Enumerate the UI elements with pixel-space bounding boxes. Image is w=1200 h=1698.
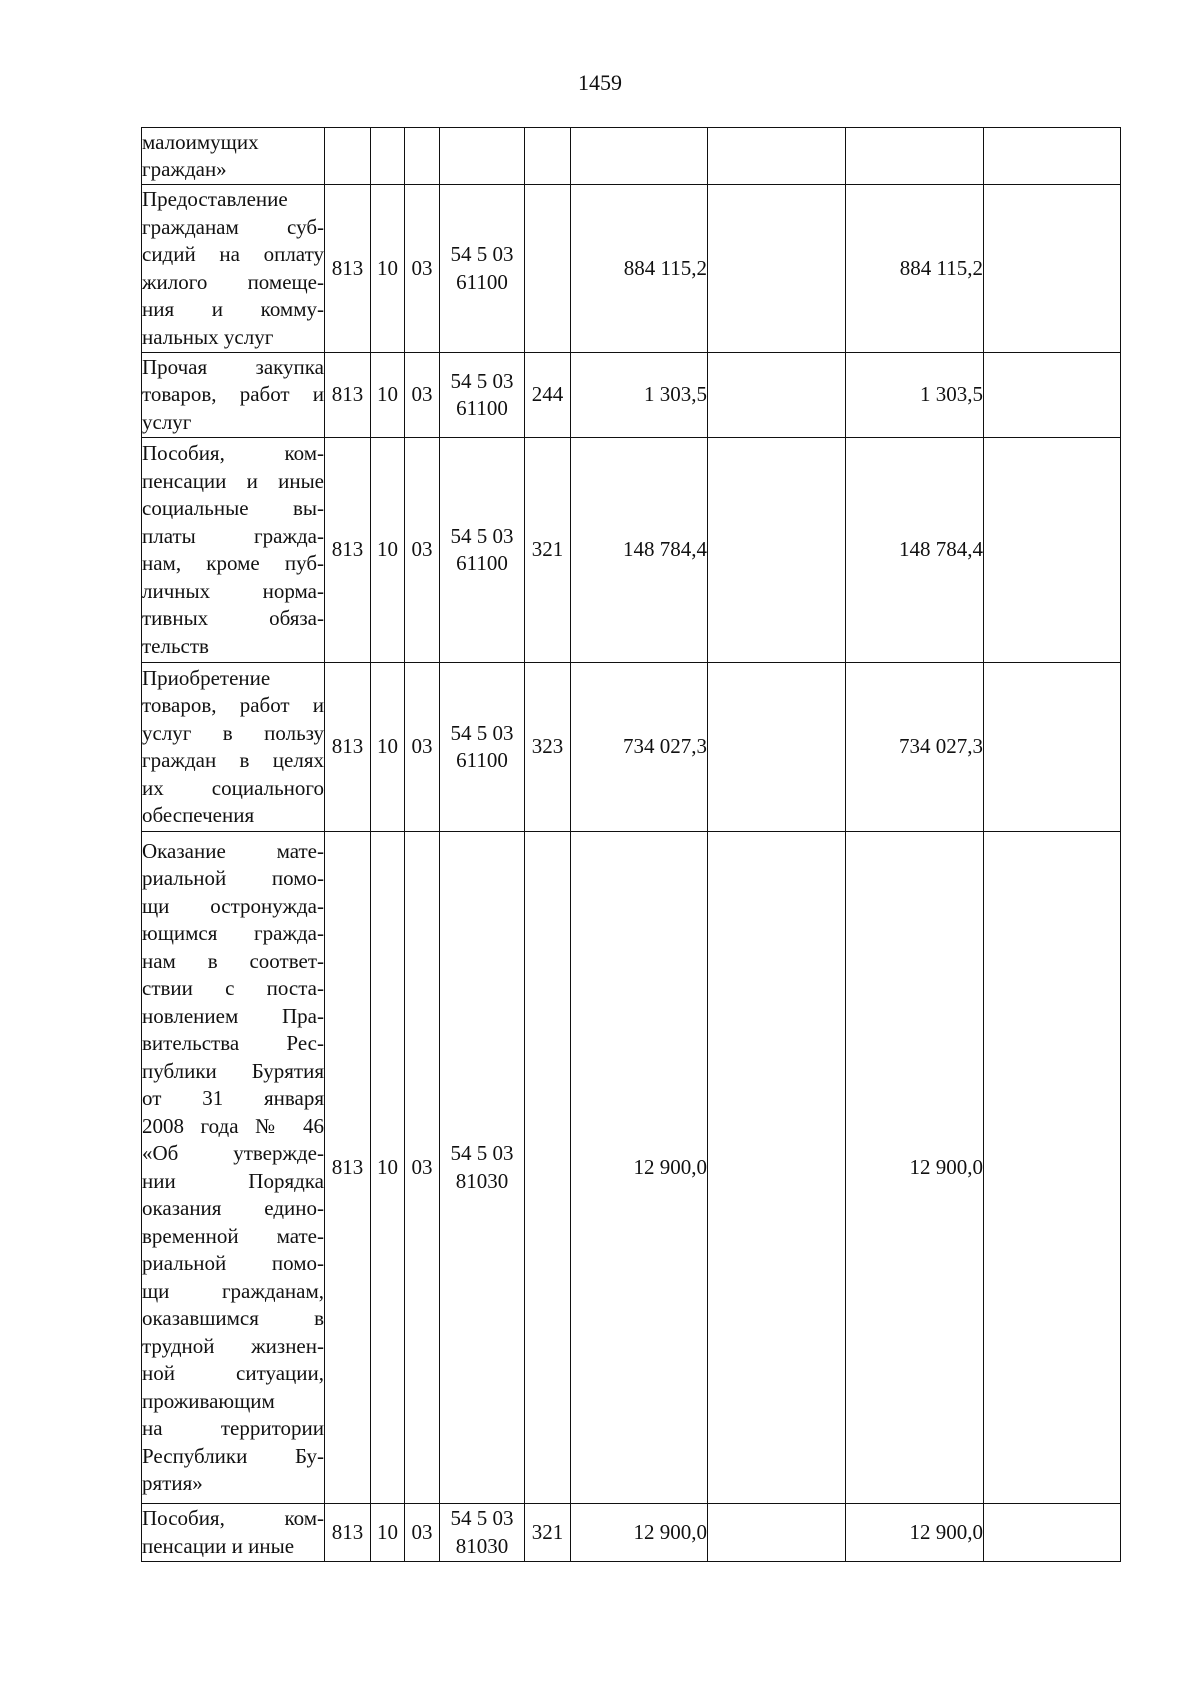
- table-row: [142, 185, 1121, 353]
- expense-name-line: ния и комму-: [142, 297, 324, 321]
- expense-name-cell: [142, 185, 325, 353]
- amount-cell: [708, 353, 846, 438]
- ministry-code-cell: 813: [325, 185, 371, 353]
- target-article-cell: [440, 1504, 525, 1562]
- target-article-line: 61100: [456, 269, 508, 294]
- expense-name-line: услуг в пользу: [142, 720, 324, 745]
- target-article-line: 54 5 03: [450, 368, 514, 393]
- subsection-code-cell: 03: [405, 1504, 440, 1562]
- target-article-cell: [440, 185, 525, 353]
- table-row: [142, 128, 1121, 185]
- amount-cell: 12 900,0: [571, 832, 708, 1504]
- target-article-line: 54 5 03: [450, 720, 514, 745]
- amount-cell: 148 784,4: [846, 438, 984, 663]
- amount-cell: [708, 128, 846, 185]
- expense-name-line: оказания едино-: [142, 1196, 324, 1220]
- expense-name-line: нальных услуг: [142, 324, 274, 349]
- expense-name-line: социальные вы-: [142, 496, 324, 520]
- subsection-code-cell: 03: [405, 353, 440, 438]
- amount-cell: [708, 1504, 846, 1562]
- ministry-code-cell: 813: [325, 832, 371, 1504]
- expense-name-line: товаров, работ и: [142, 693, 324, 717]
- expense-name-line: Оказание мате-: [142, 838, 324, 863]
- expense-name-cell: [142, 438, 325, 663]
- expense-name-line: ной ситуации,: [142, 1361, 324, 1385]
- target-article-line: 61100: [456, 396, 508, 420]
- expense-name-line: новлением Пра-: [142, 1003, 324, 1028]
- expense-name-line: оказавшимся в: [142, 1306, 324, 1330]
- expense-type-cell: 323: [525, 663, 571, 832]
- section-code-cell: 10: [371, 185, 405, 353]
- expense-name-line: Приобретение: [142, 665, 271, 690]
- expense-name-line: пенсации и иные: [142, 468, 324, 493]
- target-article-line: 81030: [455, 1533, 509, 1558]
- expense-name-line: граждан»: [142, 157, 227, 181]
- expense-name-line: жилого помеще-: [142, 269, 324, 294]
- expense-name-line: щи остронужда-: [142, 893, 324, 918]
- section-code-cell: 10: [371, 438, 405, 663]
- amount-cell: [984, 353, 1121, 438]
- table-row: [142, 1504, 1121, 1562]
- amount-cell: [708, 663, 846, 832]
- amount-cell: 734 027,3: [846, 663, 984, 832]
- ministry-code-cell: 813: [325, 353, 371, 438]
- subsection-code-cell: 03: [405, 663, 440, 832]
- expense-name-line: риальной помо-: [142, 1251, 324, 1275]
- target-article-line: 61100: [456, 551, 508, 575]
- amount-cell: [984, 128, 1121, 185]
- section-code-cell: 10: [371, 832, 405, 1504]
- expense-name-line: риальной помо-: [142, 866, 324, 890]
- expense-name-line: 2008 года № 46: [142, 1113, 324, 1138]
- section-code-cell: 10: [371, 1504, 405, 1562]
- expense-name-line: их социального: [142, 775, 324, 800]
- amount-cell: [708, 832, 846, 1504]
- target-article-line: 54 5 03: [450, 523, 514, 548]
- expense-name-line: Республики Бу-: [142, 1443, 324, 1468]
- expense-name-line: от 31 января: [142, 1086, 324, 1110]
- expense-name-line: временной мате-: [142, 1223, 324, 1248]
- expense-name-line: услуг: [142, 409, 192, 434]
- subsection-code-cell: 03: [405, 438, 440, 663]
- target-article-line: 54 5 03: [450, 1506, 514, 1530]
- amount-cell: 884 115,2: [571, 185, 708, 353]
- expense-name-line: на территории: [142, 1416, 324, 1440]
- table-row: [142, 353, 1121, 438]
- subsection-code-cell: 03: [405, 832, 440, 1504]
- expense-name-line: тельств: [142, 633, 209, 658]
- page-number: 1459: [578, 70, 622, 95]
- target-article-cell: [440, 832, 525, 1504]
- expense-name-cell: [142, 1504, 325, 1562]
- amount-cell: [846, 128, 984, 185]
- amount-cell: 12 900,0: [846, 1504, 984, 1562]
- expense-type-cell: [525, 185, 571, 353]
- expense-name-line: Пособия, ком-: [142, 1506, 324, 1530]
- amount-cell: 1 303,5: [571, 353, 708, 438]
- table-row: [142, 438, 1121, 663]
- amount-cell: [984, 663, 1121, 832]
- amount-cell: 148 784,4: [571, 438, 708, 663]
- ministry-code-cell: 813: [325, 438, 371, 663]
- target-article-line: 54 5 03: [450, 242, 514, 266]
- expense-name-line: нам, кроме пуб-: [142, 551, 324, 575]
- expense-name-line: Пособия, ком-: [142, 441, 324, 465]
- section-code-cell: [371, 128, 405, 185]
- expense-name-line: малоимущих: [142, 129, 259, 154]
- expense-name-line: личных норма-: [142, 578, 324, 603]
- expense-type-cell: [525, 128, 571, 185]
- section-code-cell: 10: [371, 663, 405, 832]
- target-article-line: 61100: [456, 748, 508, 772]
- expense-name-line: рятия»: [142, 1471, 203, 1495]
- amount-cell: 12 900,0: [571, 1504, 708, 1562]
- expense-name-line: Прочая закупка: [142, 354, 324, 379]
- expense-type-cell: 321: [525, 438, 571, 663]
- amount-cell: 1 303,5: [846, 353, 984, 438]
- expense-name-line: Предоставление: [142, 187, 288, 211]
- expense-type-cell: 321: [525, 1504, 571, 1562]
- expense-name-line: обеспечения: [142, 803, 255, 827]
- amount-cell: [708, 438, 846, 663]
- expense-name-line: щи гражданам,: [142, 1278, 324, 1303]
- expense-name-cell: [142, 663, 325, 832]
- amount-cell: 734 027,3: [571, 663, 708, 832]
- target-article-line: 54 5 03: [450, 1141, 514, 1165]
- amount-cell: [984, 185, 1121, 353]
- expense-name-line: пенсации и иные: [142, 1533, 295, 1558]
- expense-name-line: нам в соответ-: [142, 948, 324, 973]
- target-article-cell: [440, 128, 525, 185]
- expense-name-line: вительства Рес-: [142, 1031, 324, 1055]
- expense-name-line: гражданам суб-: [142, 214, 324, 239]
- expense-name-line: трудной жизнен-: [142, 1333, 324, 1358]
- amount-cell: 12 900,0: [846, 832, 984, 1504]
- expense-name-line: граждан в целях: [142, 748, 324, 772]
- expense-name-cell: [142, 128, 325, 185]
- expense-name-line: публики Бурятия: [142, 1058, 324, 1083]
- amount-cell: [708, 185, 846, 353]
- expense-name-line: сидий на оплату: [142, 242, 324, 266]
- expense-name-line: нии Порядка: [142, 1168, 324, 1193]
- amount-cell: [984, 1504, 1121, 1562]
- amount-cell: [984, 438, 1121, 663]
- table-row: [142, 663, 1121, 832]
- expense-name-line: ющимся гражда-: [142, 921, 324, 945]
- expense-type-cell: [525, 832, 571, 1504]
- expense-name-cell: [142, 353, 325, 438]
- expense-type-cell: 244: [525, 353, 571, 438]
- amount-cell: [571, 128, 708, 185]
- expense-name-line: «Об утвержде-: [142, 1141, 324, 1165]
- expense-name-line: тивных обяза-: [142, 606, 324, 630]
- expense-name-line: ствии с поста-: [142, 976, 324, 1000]
- expense-name-line: товаров, работ и: [142, 382, 324, 407]
- ministry-code-cell: 813: [325, 663, 371, 832]
- target-article-cell: [440, 438, 525, 663]
- budget-table: [141, 127, 1121, 1562]
- expense-name-line: проживающим: [142, 1388, 275, 1413]
- table-row: [142, 832, 1121, 1504]
- subsection-code-cell: [405, 128, 440, 185]
- ministry-code-cell: [325, 128, 371, 185]
- target-article-line: 81030: [455, 1168, 509, 1193]
- amount-cell: 884 115,2: [846, 185, 984, 353]
- expense-name-cell: [142, 832, 325, 1504]
- expense-name-line: платы гражда-: [142, 523, 324, 548]
- subsection-code-cell: 03: [405, 185, 440, 353]
- section-code-cell: 10: [371, 353, 405, 438]
- ministry-code-cell: 813: [325, 1504, 371, 1562]
- target-article-cell: [440, 353, 525, 438]
- target-article-cell: [440, 663, 525, 832]
- amount-cell: [984, 832, 1121, 1504]
